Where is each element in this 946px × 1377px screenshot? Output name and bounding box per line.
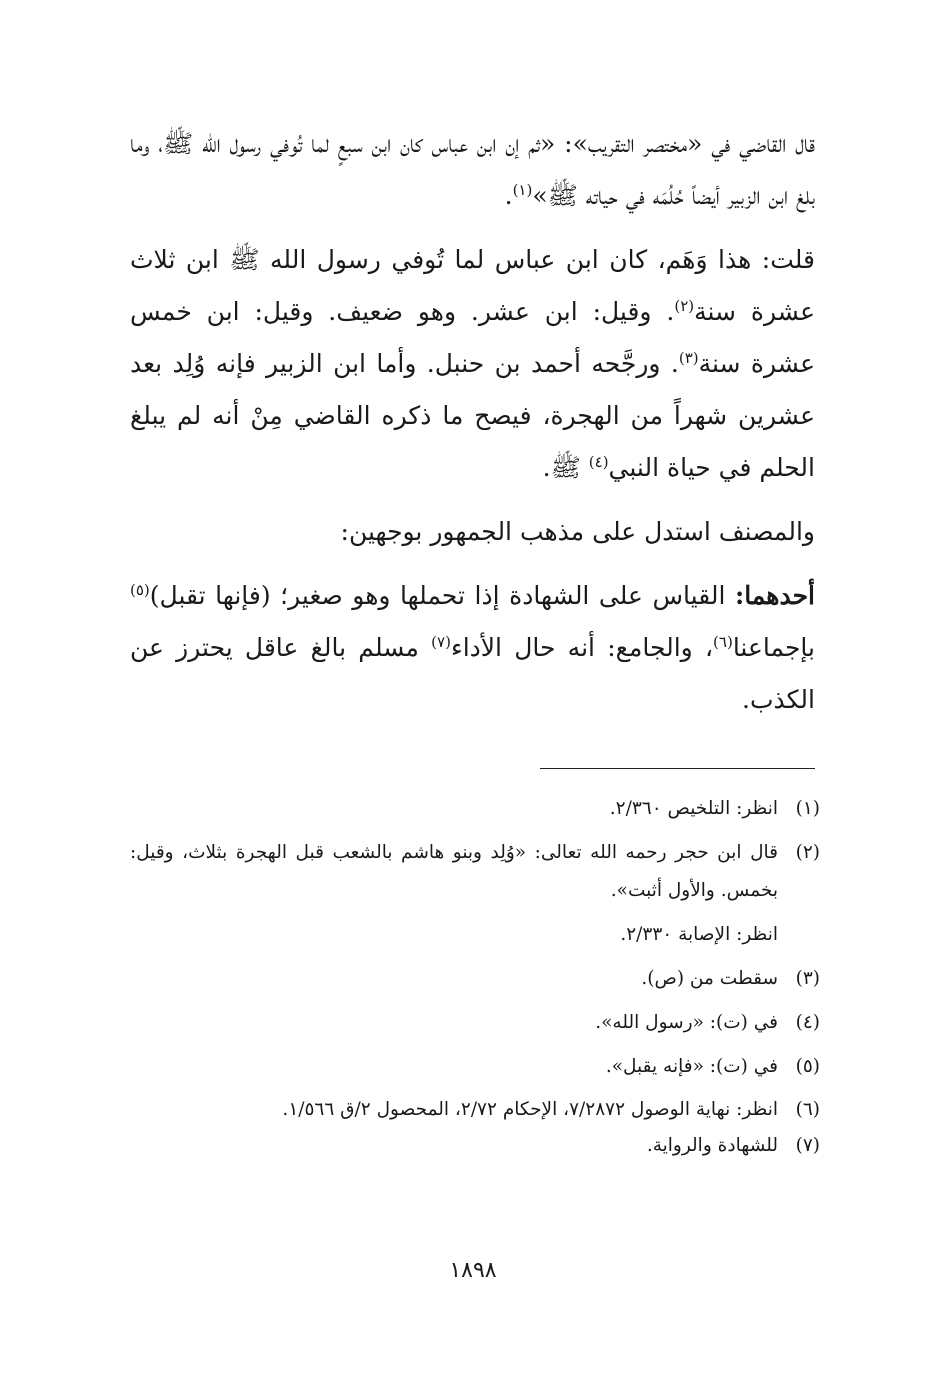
footnote-text: انظر: التلخيص ٢/٣٦٠. bbox=[609, 798, 778, 819]
paragraph-1 bbox=[130, 118, 815, 222]
footnote-number: (٧) bbox=[795, 1135, 820, 1156]
footnote-number: (٦) bbox=[795, 1099, 820, 1120]
footnote-text: في (ت): «فإنه يقبل». bbox=[605, 1056, 778, 1077]
paragraph-4-text-a: القياس على الشهادة إذا تحملها وهو صغير؛ (فإنها تقبل) bbox=[149, 581, 735, 610]
page-number: ١٨٩٨ bbox=[449, 1258, 497, 1283]
footnote-3 bbox=[130, 960, 820, 998]
paragraph-4 bbox=[130, 570, 815, 726]
paragraph-4-text-b: بإجماعنا bbox=[732, 633, 815, 662]
paragraph-2-text-b: . وقيل: ابن عشر. وهو ضعيف. وقيل: ابن خمس عشرة سنة bbox=[130, 297, 815, 378]
footnote-ref-7: (٧) bbox=[431, 633, 451, 651]
paragraph-4-text-c: ، والجامع: أنه حال الأداء bbox=[450, 633, 714, 662]
footnote-number: (٣) bbox=[795, 968, 820, 989]
footnote-7 bbox=[130, 1128, 820, 1164]
footnotes bbox=[130, 790, 820, 1164]
footnote-number: (٢) bbox=[795, 842, 820, 863]
paragraph-3-text: والمصنف استدل على مذهب الجمهور بوجهين: bbox=[340, 517, 815, 546]
paragraph-1-text: قال القاضي في «مختصر التقريب»: «ثم إن ابن عباس كان ابن سبعٍ لما تُوفي رسول الله ﷺ، وما بلغ ابن الزبير أيضاً حُلُمَه في حياته ﷺ» bbox=[130, 129, 815, 210]
footnote-ref-2: (٢) bbox=[674, 297, 695, 315]
paragraph-2-text-c: . ورجَّحه أحمد بن حنبل. وأما ابن الزبير فإنه وُلِد بعد عشرين شهراً من الهجرة، فيصح ما ذكره القاضي مِنْ أنه لم يبلغ الحلم في حياة النبي bbox=[130, 349, 815, 482]
footnote-2 bbox=[130, 834, 820, 910]
footnote-text: في (ت): «رسول الله». bbox=[595, 1012, 778, 1033]
footnote-ref-6: (٦) bbox=[713, 633, 733, 651]
footnote-1 bbox=[130, 790, 820, 828]
footnote-text: للشهادة والرواية. bbox=[646, 1135, 778, 1156]
main-text bbox=[130, 118, 815, 738]
footnote-text: انظر: نهاية الوصول ٧/٢٨٧٢، الإحكام ٢/٧٢، المحصول ٢/ق ١/٥٦٦. bbox=[282, 1099, 778, 1120]
footnote-number: (٥) bbox=[795, 1056, 820, 1077]
footnote-text: سقطت من (ص). bbox=[641, 968, 778, 989]
footnote-2-reference: انظر: الإصابة ٢/٣٣٠. bbox=[620, 924, 778, 945]
footnote-ref-5: (٥) bbox=[130, 581, 150, 599]
paragraph-2-text-d: ﷺ. bbox=[542, 453, 589, 482]
footnote-6 bbox=[130, 1092, 820, 1128]
paragraph-2-text-a: قلت: هذا وَهَم، كان ابن عباس لما تُوفي رسول الله ﷺ ابن ثلاث عشرة سنة bbox=[130, 245, 816, 326]
paragraph-3 bbox=[130, 506, 815, 558]
paragraph-2 bbox=[130, 234, 815, 494]
paragraph-4-lead: أحدهما: bbox=[734, 581, 815, 610]
footnote-number: (١) bbox=[795, 798, 820, 819]
footnote-ref-3: (٣) bbox=[678, 349, 699, 367]
footnote-number: (٤) bbox=[795, 1012, 820, 1033]
footnote-ref-4: (٤) bbox=[588, 453, 609, 471]
footnote-ref-1: (١) bbox=[512, 181, 533, 199]
footnote-separator bbox=[540, 768, 815, 769]
footnote-5 bbox=[130, 1048, 820, 1086]
footnote-4 bbox=[130, 1004, 820, 1042]
paragraph-1-end: . bbox=[504, 181, 513, 210]
footnote-text: قال ابن حجر رحمه الله تعالى: «وُلِد وبنو هاشم بالشعب قبل الهجرة بثلاث، وقيل: بخمس. والأول أثبت». bbox=[130, 842, 778, 901]
paragraph-4-text-d: مسلم بالغ عاقل يحترز عن الكذب. bbox=[130, 633, 815, 714]
